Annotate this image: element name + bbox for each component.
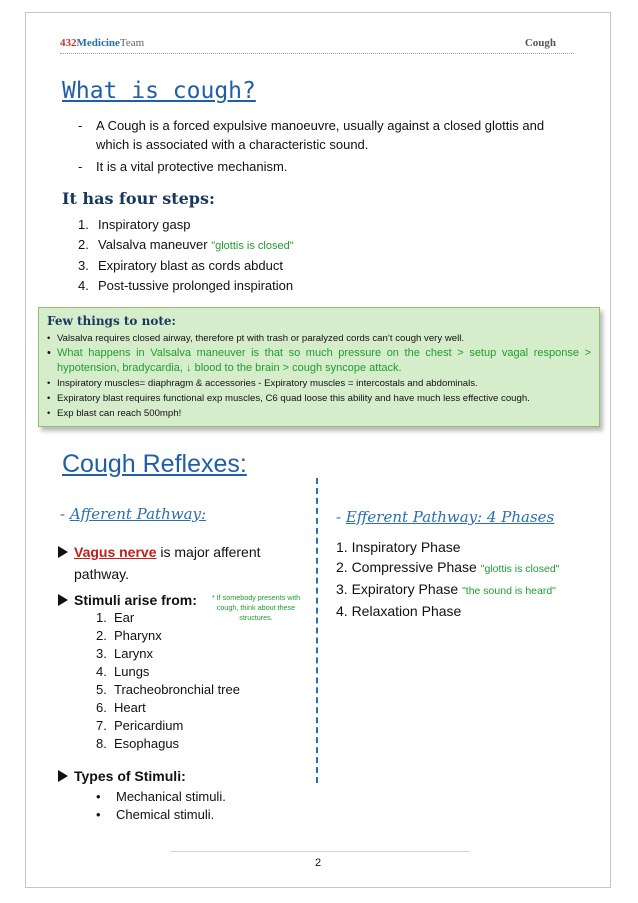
step-note: "glottis is closed" (211, 240, 294, 252)
vagus-nerve-item (58, 541, 261, 585)
header-divider (60, 53, 574, 54)
list-item: • Mechanical stimuli. (96, 789, 226, 804)
list-item: • Chemical stimuli. (96, 807, 215, 822)
dash: - (336, 508, 346, 526)
list-item: • Valsalva requires closed airway, therefore pt with trash or paralyzed cords can’t cough very well. (47, 331, 591, 346)
stimuli-note: * If somebody presents with cough, think about these structures. (211, 593, 301, 622)
list-item (336, 557, 559, 579)
list-item: 2. Pharynx (96, 628, 162, 643)
types-list (96, 788, 226, 824)
stimulus-text: Esophagus (114, 736, 180, 751)
note-text: Expiratory blast requires functional exp muscles, C6 quad loose this ability and have much less effective cough. (57, 393, 530, 404)
page-number: 2 (315, 857, 322, 869)
list-item: 3. Larynx (96, 646, 154, 661)
arrow-right-icon (58, 594, 68, 606)
note-text: Inspiratory muscles= diaphragm & accessories - Expiratory muscles = intercostals and abdominals. (57, 378, 478, 389)
list-item: • What happens in Valsalva maneuver is that so much pressure on the chest > setup vagal response > hypotension, bradycardia, ↓ blood to the brain > cough syncope attack. (47, 347, 591, 374)
phase-text: 1. Inspiratory Phase (336, 539, 461, 555)
step-number: 2. (78, 237, 89, 252)
type-text: Chemical stimuli. (116, 807, 215, 822)
header-topic: Cough (524, 37, 556, 49)
stimuli-title-text: Stimuli arise from: (74, 592, 197, 608)
note-text: What happens in Valsalva maneuver is that so much pressure on the chest > setup vagal response > hypotension, bradycardia, ↓ blood to the brain > cough syncope attack. (57, 347, 591, 374)
notes-box (38, 307, 600, 427)
vagus-text-line2: pathway. (74, 566, 129, 582)
list-item: • Expiratory blast requires functional exp muscles, C6 quad loose this ability and have much less effective cough. (47, 391, 591, 406)
list-item: - It is a vital protective mechanism. (78, 157, 556, 176)
step-text: Inspiratory gasp (98, 217, 191, 232)
types-title (58, 765, 186, 787)
list-item (336, 537, 559, 557)
list-item (336, 579, 559, 601)
stimulus-text: Lungs (114, 664, 150, 679)
list-item (78, 256, 294, 276)
list-item (78, 276, 294, 296)
list-item: • Exp blast can reach 500mph! (47, 406, 591, 421)
list-item: 4. Lungs (96, 664, 150, 679)
phase-text: 3. Expiratory Phase (336, 581, 463, 597)
type-text: Mechanical stimuli. (116, 789, 226, 804)
header-team-num: 432 (60, 37, 77, 49)
phase-text: 2. Compressive Phase (336, 559, 481, 575)
step-number: 4. (78, 278, 89, 293)
step-text: Valsalva maneuver (98, 237, 212, 252)
list-item: 5. Tracheobronchial tree (96, 682, 240, 697)
definition-text: It is a vital protective mechanism. (96, 159, 288, 174)
notes-title: Few things to note: (47, 314, 176, 328)
phases-list (336, 537, 559, 621)
stimulus-text: Pharynx (114, 628, 162, 643)
step-text: Expiratory blast as cords abduct (98, 258, 283, 273)
phase-note: "the sound is heard" (462, 585, 556, 597)
step-text: Post-tussive prolonged inspiration (98, 278, 294, 293)
efferent-title-text: Efferent Pathway: 4 Phases (345, 508, 555, 526)
section-title-what-is-cough: What is cough? (62, 78, 256, 104)
stimulus-text: Ear (114, 610, 135, 625)
efferent-pathway-title (336, 508, 554, 526)
steps-title: It has four steps: (62, 189, 215, 208)
dash: - (60, 505, 70, 523)
list-item: 8. Esophagus (96, 736, 180, 751)
note-text: Exp blast can reach 500mph! (57, 408, 182, 419)
definition-text: A Cough is a forced expulsive manoeuvre, usually against a closed glottis and which is associated with a characteristic sound. (96, 118, 545, 152)
types-title-text: Types of Stimuli: (74, 768, 186, 784)
step-number: 1. (78, 217, 89, 232)
steps-list (78, 215, 294, 296)
section-title-cough-reflexes: Cough Reflexes: (62, 450, 247, 478)
list-item (78, 235, 294, 256)
footer-divider (170, 851, 470, 852)
stimulus-text: Pericardium (114, 718, 184, 733)
list-item: - A Cough is a forced expulsive manoeuvre, usually against a closed glottis and which is associated with a characteristic sound. (78, 116, 556, 154)
afferent-title-text: Afferent Pathway: (69, 505, 207, 523)
list-item: 1. Ear (96, 610, 135, 625)
arrow-right-icon (58, 546, 68, 558)
stimuli-title (58, 589, 197, 611)
stimuli-list (96, 609, 240, 753)
phase-text: 4. Relaxation Phase (336, 603, 462, 619)
header-team-med: Medicine (76, 37, 120, 49)
list-item: 7. Pericardium (96, 718, 184, 733)
list-item (336, 601, 559, 621)
step-number: 3. (78, 258, 89, 273)
vagus-nerve-term: Vagus nerve (74, 544, 157, 560)
stimulus-text: Tracheobronchial tree (114, 682, 240, 697)
list-item (78, 215, 294, 235)
header-team-word: Team (119, 37, 145, 49)
column-divider (316, 478, 318, 783)
phase-note: "glottis is closed" (480, 563, 560, 575)
definition-list (78, 116, 556, 179)
stimulus-text: Heart (114, 700, 146, 715)
arrow-right-icon (58, 770, 68, 782)
stimulus-text: Larynx (114, 646, 154, 661)
afferent-pathway-title (60, 505, 206, 523)
header-team (60, 37, 144, 49)
vagus-text: is major afferent (156, 544, 261, 560)
note-text: Valsalva requires closed airway, therefore pt with trash or paralyzed cords can’t cough very well. (57, 333, 465, 344)
list-item: • Inspiratory muscles= diaphragm & accessories - Expiratory muscles = intercostals and abdominals. (47, 376, 591, 391)
list-item: 6. Heart (96, 700, 146, 715)
